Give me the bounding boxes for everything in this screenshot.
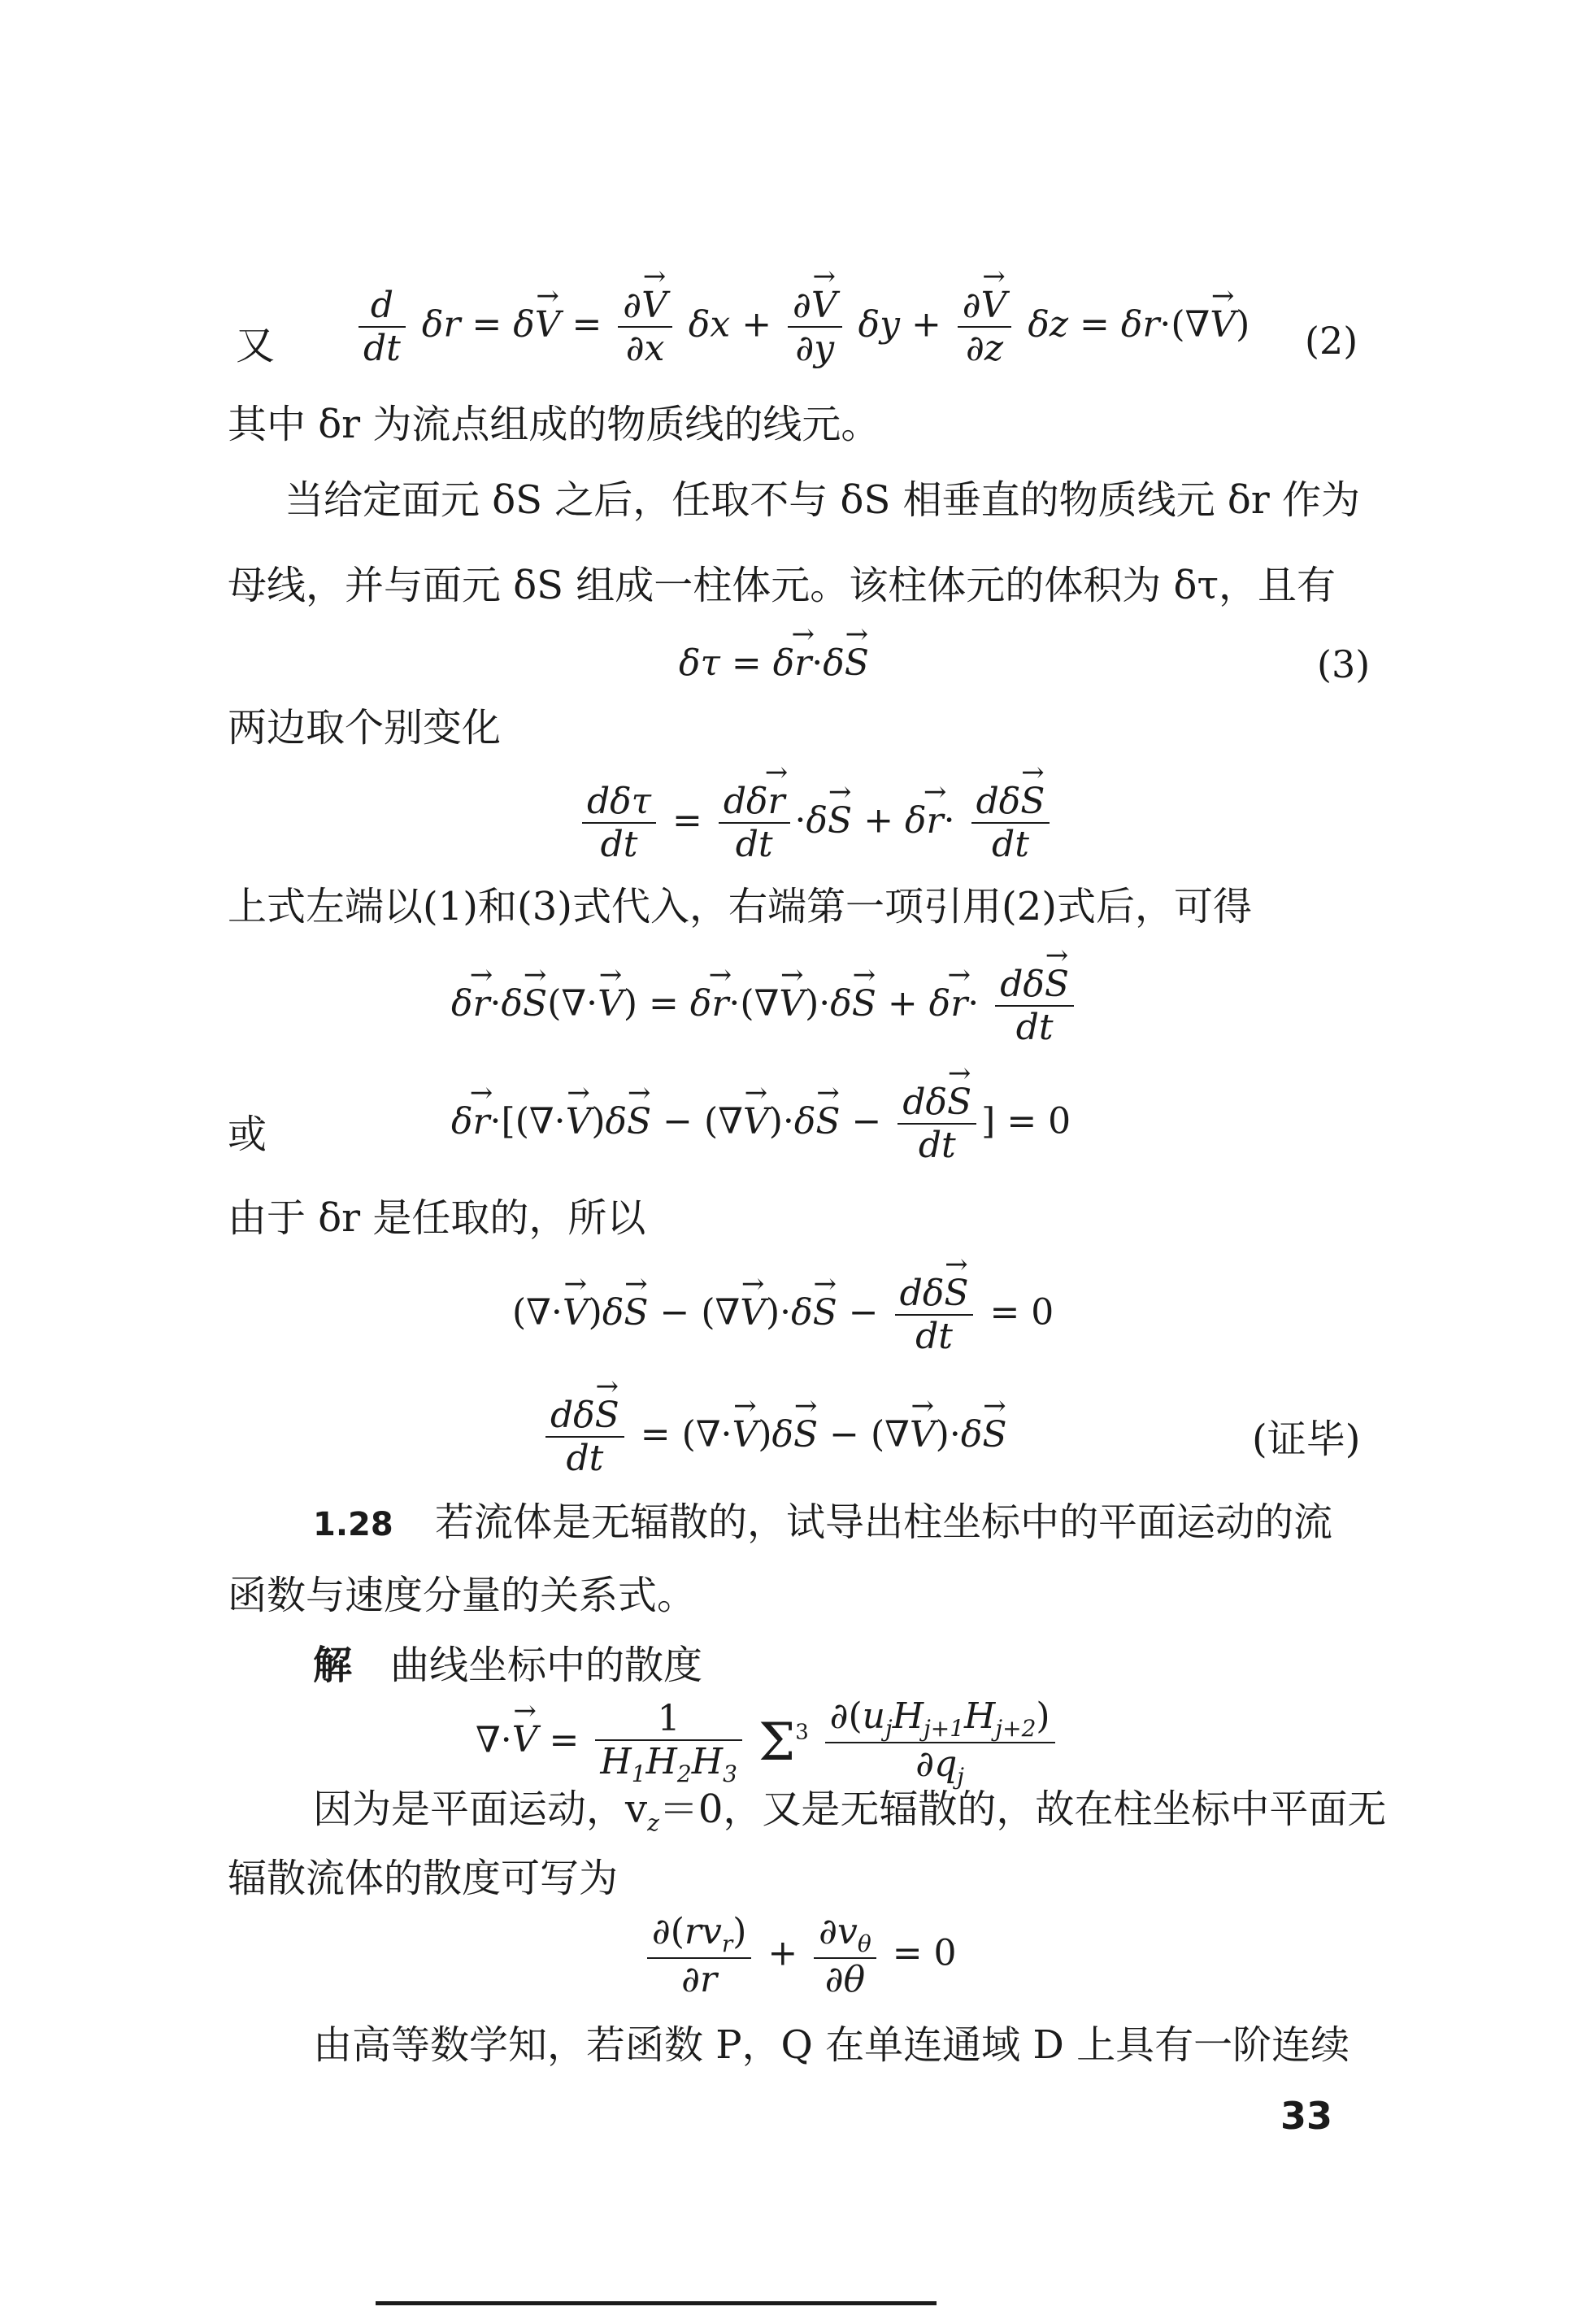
text-line-16: 辐散流体的散度可写为 (228, 1856, 619, 1901)
subscript-z: z (647, 1809, 659, 1837)
problem-text-2: 函数与速度分量的关系式。 (228, 1573, 697, 1618)
solution-text: 曲线坐标中的散度 (390, 1643, 703, 1688)
text-line-2: 其中 δr 为流点组成的物质线的线元。 (228, 402, 880, 447)
text-line-18: 由高等数学知，若函数 P，Q 在单连通域 D 上具有一阶连续 (313, 2022, 1350, 2068)
equation-3: δτ = δ→ r·δ→ S (679, 642, 869, 684)
equation-bracket: δ→ r·[(∇·→ V)δ→ S − (∇→ V)·δ→ S − $\frac{d\delta\to S}{dt}$ ] = 0 (451, 1081, 1071, 1166)
equation-final: $\frac{d\delta\to S}{dt}$ = (∇·→ V)δ→ S − (∇→ V)·δ→ S (541, 1395, 1006, 1479)
equation-result: (∇·→ V)δ→ S − (∇→ V)·δ→ S − $\frac{d\delta\to S}{dt}$ = 0 (512, 1273, 1054, 1357)
text-line-11: 由于 δr 是任取的，所以 (228, 1195, 646, 1241)
text-line-15a: 因为是平面运动，v (313, 1787, 648, 1832)
problem-number: 1.28 (313, 1506, 393, 1543)
equation-derivative: $\frac{\text{dδτ}}{dt}$ = $\frac{d\delta\to r}{dt}$ ·δ→ S + δ→ r· $\frac{d\delta\to S}{dt}$ (577, 781, 1054, 865)
text-line-8: 上式左端以(1)和(3)式代入，右端第一项引用(2)式后，可得 (228, 884, 1252, 929)
proof-end-tag: (证毕) (1252, 1417, 1361, 1462)
equation-2: $\frac{d}{dt}$ δr = δ→ V = $\frac{\partial\to V}{\partial x}$ δx + $\frac{\partial\to V}{\partial y}$ δy + $\frac{\partial\to V}{\partial z}$ δz = δr·(∇→ V) (354, 285, 1250, 369)
line-lead-you: 又 (236, 323, 276, 368)
text-line-4: 母线，并与面元 δS 组成一柱体元。该柱体元的体积为 δτ，且有 (228, 563, 1336, 608)
footer-rule (376, 2301, 937, 2305)
text-line-15 (313, 1785, 1386, 1848)
text-line-15c: ＝0，又是无辐散的，故在柱坐标中平面无 (658, 1787, 1387, 1832)
text-line-6: 两边取个别变化 (228, 705, 502, 751)
equation-number-3: (3) (1317, 642, 1371, 686)
equation-substituted: δ→ r·δ→ S(∇·→ V) = δ→ r·(∇→ V)·δ→ S + δ→ r· $\frac{d\delta\to S}{dt}$ (451, 964, 1079, 1048)
equation-polar-divergence: $\frac{\partial(rv_r)}{\partial r}$ + $\frac{\partial v_\theta}{\partial\theta}$ = 0 (642, 1911, 957, 2000)
text-line-3: 当给定面元 δS 之后，任取不与 δS 相垂直的物质线元 δr 作为 (285, 477, 1360, 523)
equation-divergence: ∇·→ V = $\frac{1}{H_1H_2H_3}$ $\Sigma^3$ $\frac{\partial(u_jH_{j+1}H_{j+2})}{\partial q_j}$ (476, 1695, 1060, 1790)
solution-label: 解 (313, 1643, 353, 1688)
line-lead-or: 或 (228, 1112, 267, 1157)
problem-text-1: 若流体是无辐散的，试导出柱坐标中的平面运动的流 (435, 1499, 1333, 1545)
page-number: 33 (1280, 2094, 1333, 2138)
equation-number-2: (2) (1305, 319, 1358, 363)
